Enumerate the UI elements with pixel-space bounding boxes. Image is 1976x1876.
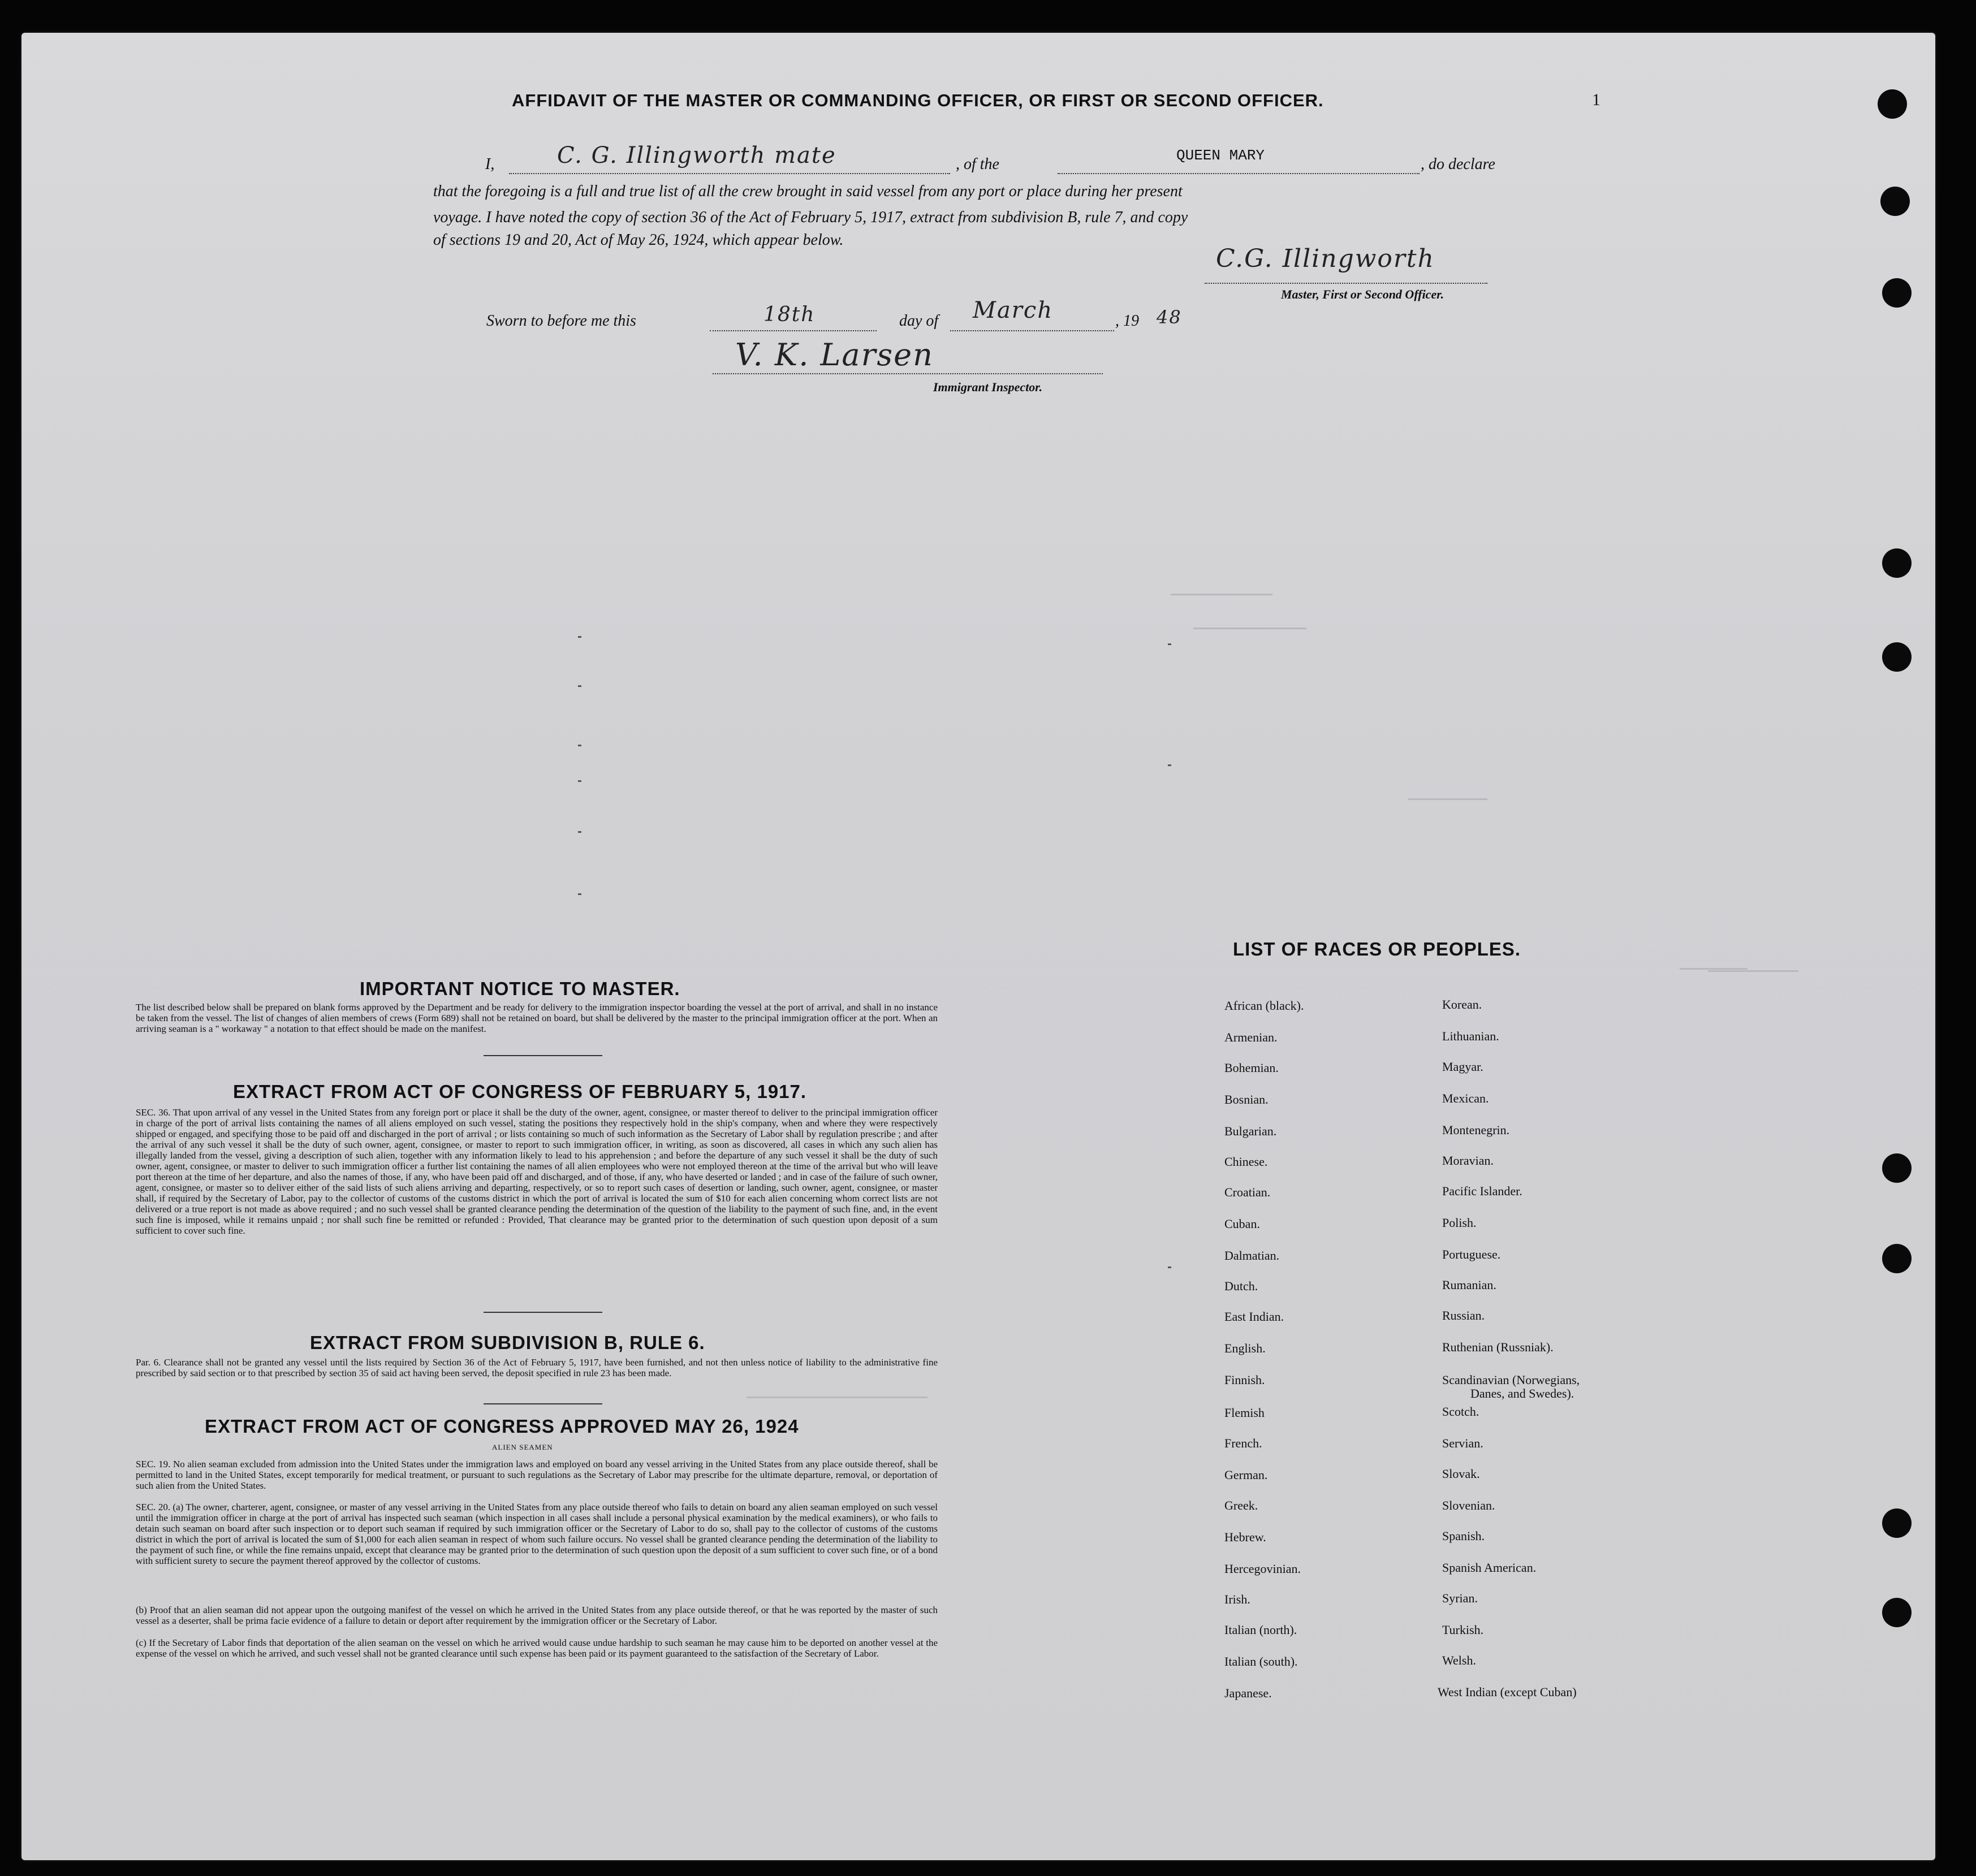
race-item: Bulgarian. <box>1224 1124 1277 1138</box>
race-item: Mexican. <box>1442 1091 1489 1105</box>
race-item: Dalmatian. <box>1224 1248 1280 1263</box>
race-item: Slovak. <box>1442 1467 1480 1481</box>
sworn-year: 48 <box>1157 306 1182 328</box>
sworn-month: March <box>973 297 1054 323</box>
do-declare-label: , do declare <box>1421 155 1495 173</box>
master-caption: Master, First or Second Officer. <box>1281 287 1444 301</box>
declaration-line-3: voyage. I have noted the copy of section 36 of the Act of February 5, 1917, extract from subdivision B, rule 7, and copy <box>433 209 1188 226</box>
vessel-name: QUEEN MARY <box>1176 147 1265 164</box>
inspector-caption: Immigrant Inspector. <box>933 380 1043 394</box>
race-item: Bohemian. <box>1224 1061 1279 1075</box>
extract-1917-text: SEC. 36. That upon arrival of any vessel in the United States from any foreign port or place it shall be the duty of the owner, agent, consignee, or master thereof to deliver to the principal immigration officer in charge of the port of arrival lists containing the names of all aliens employed on such vessel, stating the positions they respectively hold in the ship's company, when and where they were respectively shipped or engaged, and specifying those to be paid off and discharged in the port of arrival ; or lists containing so much of such information as the Secretary of Labor shall by regulation prescribe ; and after the arrival of any such vessel it shall be the duty of such owner, agent, consignee, or master to report to such immigration officer, in writing, as soon as discovered, all cases in which any such alien has illegally landed from the vessel, giving a description of such alien, together with any information likely to lead to his apprehension ; and before the departure of any such vessel it shall be the duty of such owner, agent, consignee, or master to deliver to such immigration officer a further list containing the names of all alien employees who were not employed thereon at the time of the arrival but who will leave port thereon at the time of her departure, and also the names of those, if any, who have been paid off and discharged, and of those, if any, who have deserted or landed ; and in case of the failure of such owner, agent, consignee, or master so to deliver either of the said lists of such aliens arriving and departing, respectively, or so to report such cases of desertion or landing, such owner, agent, consignee, or master shall, if required by the Secretary of Labor, pay to the collector of customs of the customs district in which the port of arrival is located the sum of $10 for each alien concerning whom correct lists are not delivered or a true report is not made as above required ; and no such vessel shall be granted clearance pending the determination of the question of the liability to the payment of such fine, and, in the event such fine is imposed, while it remains unpaid ; nor shall such fine be remitted or refunded : Provided, That clearance may be granted prior to the determination of such question upon deposit of a sum sufficient to cover such fine. <box>136 1107 938 1236</box>
race-item: Polish. <box>1442 1216 1477 1230</box>
sworn-day: 18th <box>763 303 816 326</box>
declaration-i-label: I, <box>485 155 495 173</box>
punch-hole <box>1882 548 1912 578</box>
race-item: German. <box>1224 1468 1268 1482</box>
race-item: West Indian (except Cuban) <box>1438 1685 1577 1699</box>
race-item: Flemish <box>1224 1406 1265 1420</box>
race-item: Spanish American. <box>1442 1561 1537 1575</box>
race-item: Slovenian. <box>1442 1498 1495 1512</box>
sec19-text: SEC. 19. No alien seaman excluded from admission into the United States under the immigration laws and employed on board any vessel arriving in the United States from any place outside thereof, shall be permitted to land in the United States, except temporarily for medical treatment, or pursuant to such regulations as the Secretary of Labor may prescribe for the ultimate departure, removal, or deportation of such alien from the United States. <box>136 1459 938 1491</box>
day-of-label: day of <box>899 312 939 330</box>
notice-title: IMPORTANT NOTICE TO MASTER. <box>360 978 680 999</box>
punch-hole <box>1882 1153 1912 1183</box>
race-item: Hercegovinian. <box>1224 1562 1301 1576</box>
affidavit-title: AFFIDAVIT OF THE MASTER OR COMMANDING OFFICER, OR FIRST OR SECOND OFFICER. <box>512 90 1324 110</box>
punch-hole <box>1882 1598 1912 1627</box>
punch-hole <box>1880 187 1910 216</box>
race-item: Welsh. <box>1442 1653 1476 1667</box>
race-item: Hebrew. <box>1224 1530 1266 1544</box>
race-item: Korean. <box>1442 997 1482 1012</box>
sec20b-text: (b) Proof that an alien seaman did not appear upon the outgoing manifest of the vessel on which he arrived in the United States from any place outside thereof, or that he was reported by the master of such vessel as a deserter, shall be prima facie evidence of a failure to detain or deport after requirement by the immigration officer or the Secretary of Labor. <box>136 1605 938 1626</box>
inspector-signature: V. K. Larsen <box>735 337 934 373</box>
race-item: Portuguese. <box>1442 1247 1501 1261</box>
of-the-label: , of the <box>956 155 999 173</box>
sec20c-text: (c) If the Secretary of Labor finds that deportation of the alien seaman on the vessel on which he arrived would cause undue hardship to such seaman he may cause him to be deported on another vessel at the expense of the vessel on which he arrived, and such vessel shall not be granted clearance until such expense has been paid or its payment guaranteed to the satisfaction of the Secretary of Labor. <box>136 1637 938 1659</box>
declaration-line-2: that the foregoing is a full and true list of all the crew brought in said vessel from any port or place during her present <box>433 183 1183 200</box>
race-item: Japanese. <box>1224 1686 1272 1700</box>
race-item: Greek. <box>1224 1498 1258 1512</box>
race-item: Dutch. <box>1224 1279 1258 1293</box>
race-item-continuation: Danes, and Swedes). <box>1470 1386 1574 1400</box>
race-item: Cuban. <box>1224 1217 1260 1231</box>
race-item: Russian. <box>1442 1308 1485 1322</box>
race-item: East Indian. <box>1224 1309 1284 1324</box>
page-number: 1 <box>1592 90 1600 109</box>
master-signature: C.G. Illingworth <box>1216 244 1435 273</box>
race-item: Montenegrin. <box>1442 1123 1510 1137</box>
races-title: LIST OF RACES OR PEOPLES. <box>1233 939 1521 959</box>
race-item: Turkish. <box>1442 1623 1484 1637</box>
punch-hole <box>1882 1244 1912 1273</box>
race-item: Lithuanian. <box>1442 1029 1499 1043</box>
rule6-title: EXTRACT FROM SUBDIVISION B, RULE 6. <box>310 1332 705 1353</box>
race-item: Ruthenian (Russniak). <box>1442 1340 1554 1354</box>
race-item: Chinese. <box>1224 1155 1268 1169</box>
notice-text: The list described below shall be prepared on blank forms approved by the Department and be ready for delivery to the immigration inspector boarding the vessel at the port of arrival, and shall in no instance be taken from the vessel. The list of changes of alien members of crews (Form 689) shall not be retained on board, but shall be delivered by the master to the principal immigration officer at the port. When an arriving seaman is a " workaway " a notation to that effect should be made on the manifest. <box>136 1002 938 1034</box>
sec20a-text: SEC. 20. (a) The owner, charterer, agent, consignee, or master of any vessel arriving in the United States from any place outside thereof who fails to detain on board any alien seaman employed on such vessel until the immigration officer in charge at the port of arrival has inspected such seaman (which inspection in all cases shall include a personal physical examination by the medical examiners), or who fails to detain such seaman on board after such inspection or to deport such seaman if required by such immigration officer or the Secretary of Labor to do so, shall pay to the collector of customs of the customs district in which the port of arrival is located the sum of $1,000 for each alien seaman in respect of whom such failure occurs. No vessel shall be granted clearance pending the determination of the liability to the payment of such fine, or while the fine remains unpaid, except that clearance may be granted prior to the determination of such question upon the deposit of a sum sufficient to cover such fine, or of a bond with sufficient surety to secure the payment thereof approved by the collector of customs. <box>136 1502 938 1566</box>
race-item: Irish. <box>1224 1592 1250 1606</box>
extract-1924-title: EXTRACT FROM ACT OF CONGRESS APPROVED MAY 26, 1924 <box>205 1416 799 1437</box>
punch-hole <box>1882 1508 1912 1538</box>
race-item: Finnish. <box>1224 1373 1265 1387</box>
race-item: English. <box>1224 1341 1266 1355</box>
race-item: Italian (south). <box>1224 1654 1298 1668</box>
declaration-line-4: of sections 19 and 20, Act of May 26, 1924, which appear below. <box>433 231 844 249</box>
officer-name: C. G. Illingworth mate <box>557 142 836 168</box>
race-item: Bosnian. <box>1224 1092 1269 1106</box>
race-item: Moravian. <box>1442 1153 1494 1168</box>
race-item: Croatian. <box>1224 1185 1271 1199</box>
race-item: Scandinavian (Norwegians, <box>1442 1373 1580 1387</box>
race-item: Scotch. <box>1442 1404 1479 1419</box>
punch-hole <box>1878 89 1907 119</box>
race-item: Syrian. <box>1442 1591 1478 1605</box>
race-item: French. <box>1224 1436 1262 1450</box>
race-item: Pacific Islander. <box>1442 1184 1522 1198</box>
race-item: African (black). <box>1224 998 1304 1013</box>
extract-1917-title: EXTRACT FROM ACT OF CONGRESS OF FEBRUARY 5, 1917. <box>233 1081 807 1102</box>
race-item: Servian. <box>1442 1436 1483 1450</box>
race-item: Armenian. <box>1224 1030 1278 1044</box>
punch-hole <box>1882 642 1912 672</box>
race-item: Rumanian. <box>1442 1278 1496 1292</box>
punch-hole <box>1882 278 1912 308</box>
extract-1924-subtitle: ALIEN SEAMEN <box>492 1443 553 1451</box>
race-item: Magyar. <box>1442 1060 1483 1074</box>
race-item: Italian (north). <box>1224 1623 1297 1637</box>
race-item: Spanish. <box>1442 1529 1485 1543</box>
sworn-label: Sworn to before me this <box>486 312 636 330</box>
rule6-text: Par. 6. Clearance shall not be granted any vessel until the lists required by Section 36 of the Act of February 5, 1917, have been furnished, and not then unless notice of liability to the administrative fine prescribed by said section or to that prescribed by section 35 of said act having been served, the deposit specified in rule 23 has been made. <box>136 1357 938 1378</box>
year-prefix: , 19 <box>1115 312 1139 330</box>
